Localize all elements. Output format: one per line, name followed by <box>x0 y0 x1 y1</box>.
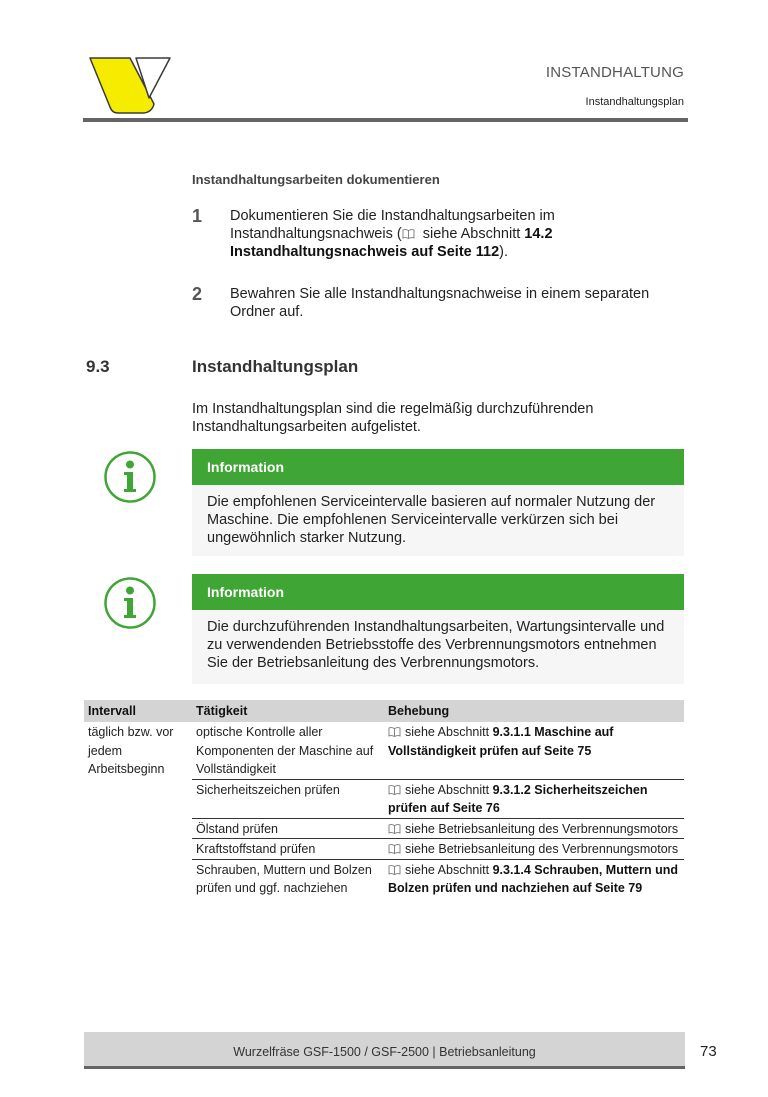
step-text: Bewahren Sie alle Instandhaltungsnachweise in einem separaten Ordner auf. <box>230 286 650 320</box>
task-cell: Ölstand prüfen <box>192 818 384 839</box>
table-header-row <box>84 700 684 722</box>
task-cell: Sicherheitszeichen prüfen <box>192 779 384 818</box>
step-number: 1 <box>192 206 203 226</box>
cross-reference-link[interactable]: 9.3.1.2 Sicherheitszeichen prüfen auf Seite 76 <box>388 782 648 815</box>
header-title: INSTANDHALTUNG <box>545 64 684 81</box>
section-intro: Im Instandhaltungsplan sind die regelmäßig durchzuführenden Instandhaltungsarbeiten aufgelistet. <box>192 401 594 435</box>
cross-reference-link[interactable]: 14.2 Instandhaltungsnachweis auf Seite 112 <box>230 226 553 260</box>
page-number: 73 <box>700 1043 717 1060</box>
footer-text: Wurzelfräse GSF-1500 / GSF-2500 | Betriebsanleitung <box>233 1045 536 1059</box>
fix-cell: siehe Abschnitt 9.3.1.2 Sicherheitszeichen prüfen auf Seite 76 <box>384 779 684 818</box>
info-box <box>192 574 684 684</box>
book-reference-icon <box>388 865 401 875</box>
info-box-title: Information <box>192 574 684 610</box>
step-text: Dokumentieren Sie die Instandhaltungsarbeiten im Instandhaltungsnachweis ( siehe Abschnitt 14.2 Instandhaltungsnachweis auf Seite 112). <box>230 208 555 260</box>
book-reference-icon <box>388 727 401 737</box>
column-header-fix: Behebung <box>384 700 684 722</box>
info-box-body: Die empfohlenen Serviceintervalle basieren auf normaler Nutzung der Maschine. Die empfohlenen Serviceintervalle verkürzen sich bei ungewöhnlich starker Nutzung. <box>207 494 656 546</box>
company-logo <box>86 50 176 116</box>
fix-cell: siehe Betriebsanleitung des Verbrennungsmotors <box>384 818 684 839</box>
cross-reference-link[interactable]: 9.3.1.1 Maschine auf Vollständigkeit prüfen auf Seite 75 <box>388 725 614 758</box>
task-cell: Schrauben, Muttern und Bolzen prüfen und ggf. nachziehen <box>196 862 372 895</box>
task-cell: optische Kontrolle aller Komponenten der Maschine auf Vollständigkeit <box>192 722 384 779</box>
info-icon <box>103 450 157 504</box>
step-1 <box>192 207 682 261</box>
fix-cell: siehe Abschnitt 9.3.1.4 Schrauben, Muttern und Bolzen prüfen und nachziehen auf Seite 79 <box>388 862 679 895</box>
book-reference-icon <box>402 229 415 239</box>
maintenance-table <box>84 700 684 898</box>
header-subtitle: Instandhaltungsplan <box>585 96 684 108</box>
info-icon <box>103 576 157 630</box>
task-cell: Kraftstoffstand prüfen <box>192 839 384 860</box>
column-header-interval: Intervall <box>84 700 192 722</box>
info-box <box>192 449 684 556</box>
book-reference-icon <box>388 785 401 795</box>
header-divider <box>83 118 688 122</box>
section-title: Instandhaltungsplan <box>192 357 359 376</box>
info-box-title: Information <box>192 449 684 485</box>
section-number: 9.3 <box>86 357 110 376</box>
interval-cell: täglich bzw. vor jedem Arbeitsbeginn <box>88 725 174 776</box>
table-row <box>84 722 684 779</box>
documentation-heading: Instandhaltungsarbeiten dokumentieren <box>192 172 440 187</box>
column-header-task: Tätigkeit <box>192 700 384 722</box>
step-2 <box>192 285 682 321</box>
step-number: 2 <box>192 284 203 304</box>
fix-cell: siehe Betriebsanleitung des Verbrennungsmotors <box>384 839 684 860</box>
fix-cell: siehe Abschnitt 9.3.1.1 Maschine auf Vollständigkeit prüfen auf Seite 75 <box>384 722 684 779</box>
book-reference-icon <box>388 844 401 854</box>
cross-reference-link[interactable]: 9.3.1.4 Schrauben, Muttern und Bolzen prüfen und nachziehen auf Seite 79 <box>388 862 679 895</box>
book-reference-icon <box>388 824 401 834</box>
info-box-body: Die durchzuführenden Instandhaltungsarbeiten, Wartungsintervalle und zu verwendenden Betriebsstoffe des Verbrennungsmotors entnehmen Sie der Betriebsanleitung des Verbrennungsmotors. <box>207 619 665 671</box>
